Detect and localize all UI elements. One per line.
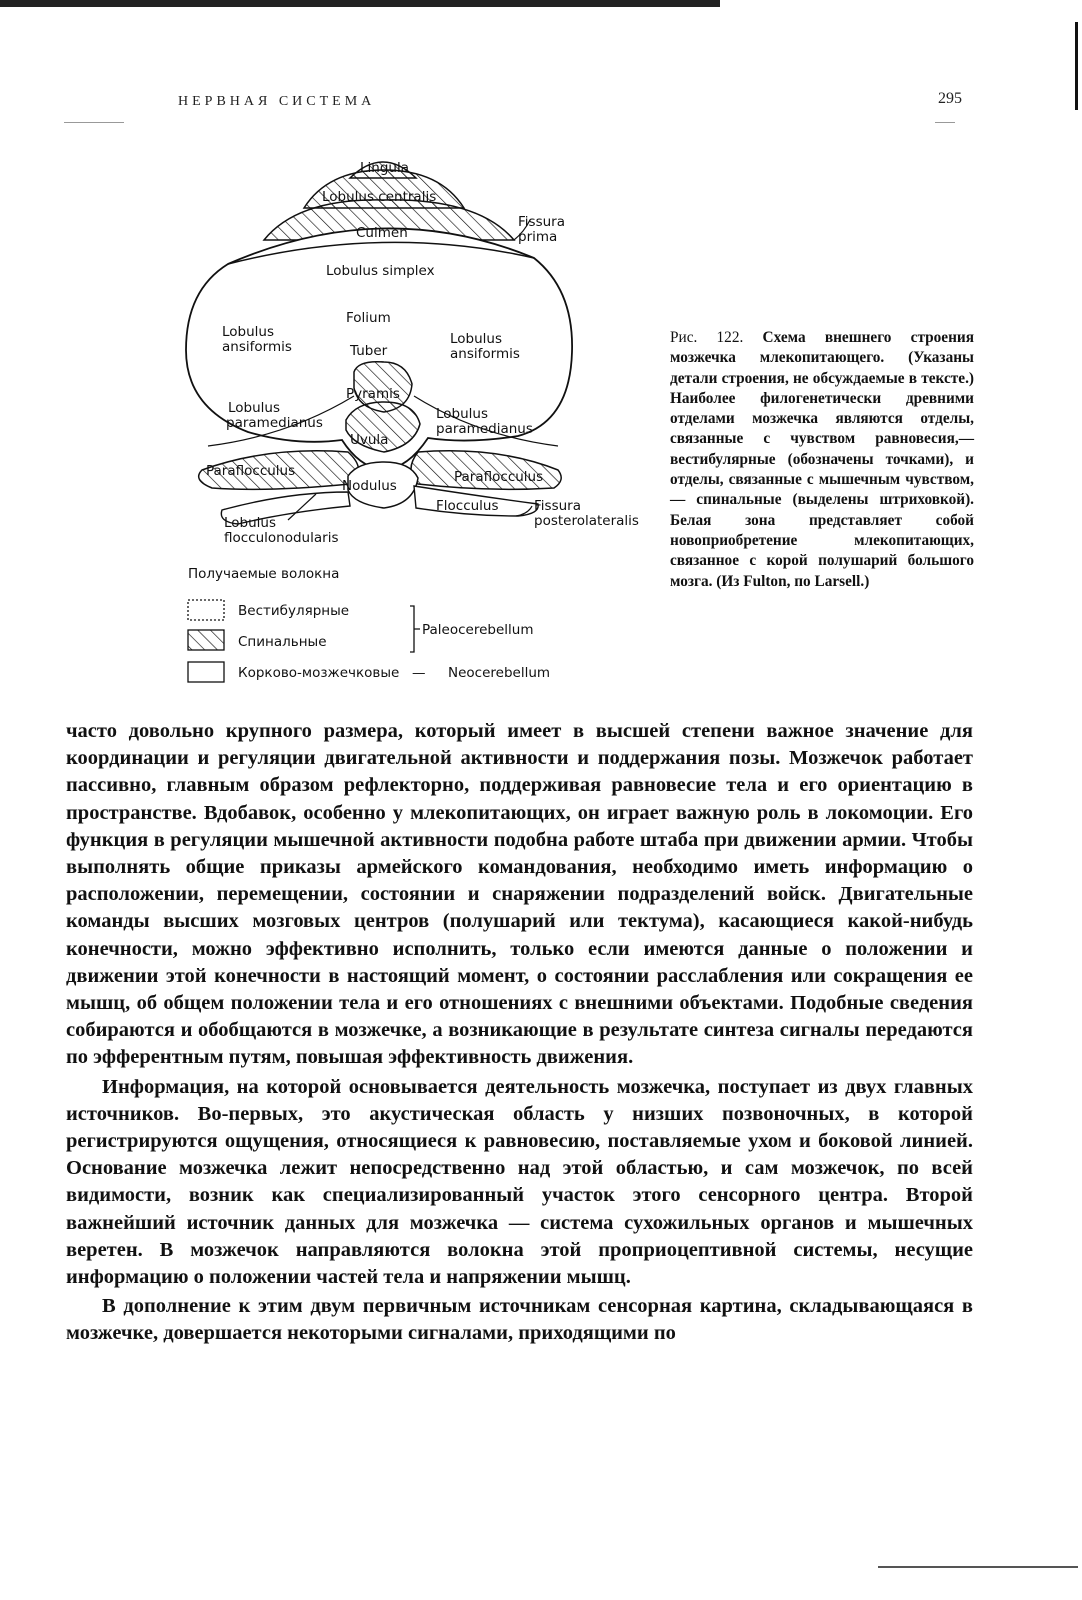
label-paraflocculus-left: Paraflocculus: [206, 463, 296, 479]
legend-swatch-spinal: [188, 630, 224, 650]
page-number: 295: [938, 90, 962, 107]
right-edge-mark: [1075, 22, 1078, 110]
legend-vestibular: Вестибулярные: [238, 603, 350, 619]
label-paramedianus-right-2: paramedianus: [436, 421, 533, 437]
label-ansiformis-left-1: Lobulus: [222, 324, 275, 340]
label-flocculonodularis-2: flocculonodularis: [224, 530, 339, 546]
label-tuber: Tuber: [350, 343, 388, 359]
label-lobulus-centralis: Lobulus centralis: [322, 189, 437, 205]
label-paramedianus-left-1: Lobulus: [228, 400, 281, 416]
legend-title: Получаемые волокна: [188, 566, 340, 582]
header-rule-left: [64, 122, 124, 123]
legend-cortical: Корково-мозжечковые: [238, 665, 400, 681]
cerebellum-diagram: [178, 140, 658, 685]
paragraph-1: часто довольно крупного размера, который имеет в высшей степени важное значение для координации и регуляции двигательной активности и поддержания позы. Мозжечок работает пассивно, главным образом рефлекторно, поддерживая равновесие тела и его ориентацию в пространстве. Вдобавок, особенно у млекопитающих, он играет важную роль в локомоции. Его функция в регуляции мышечной активности подобна работе штаба при движении армии. Чтобы выполнять общие приказы армейского командования, необходимо иметь информацию о расположении, перемещении, состоянии и снаряжении подразделений войск. Двигательные команды высших мозговых центров (полушарий или тектума), касающиеся какой-нибудь конечности, можно эффективно исполнить, только если имеются данные о положении и движении этой конечности в настоящий момент, о состоянии расслабления или сокращения ее мышц, об общем положении тела и его отношениях с внешними объектами. Подобные сведения собираются и обобщаются в мозжечке, а возникающие в результате синтеза сигналы передаются по эфферентным путям, повышая эффективность движения.: [66, 720, 973, 1069]
label-ansiformis-right-2: ansiformis: [450, 346, 520, 362]
legend-swatch-vestibular: [188, 600, 224, 620]
body-text: [66, 718, 973, 1348]
label-folium: Folium: [346, 310, 391, 326]
label-flocculonodularis-1: Lobulus: [224, 515, 277, 531]
header-rule-right: [935, 122, 955, 123]
label-nodulus: Nodulus: [342, 478, 397, 494]
label-fissura-post-1: Fissura: [534, 498, 581, 514]
label-paramedianus-right-1: Lobulus: [436, 406, 489, 422]
top-border-line: [0, 0, 720, 7]
label-lobulus-simplex: Lobulus simplex: [326, 263, 435, 279]
label-fissura-prima-2: prima: [518, 229, 558, 245]
legend-brace: [410, 606, 420, 652]
running-title: НЕРВНАЯ СИСТЕМА: [178, 94, 376, 109]
label-fissura-post-2: posterolateralis: [534, 513, 639, 529]
legend-neocerebellum: Neocerebellum: [448, 665, 551, 681]
label-ansiformis-left-2: ansiformis: [222, 339, 292, 355]
label-uvula: Uvula: [350, 432, 389, 448]
caption-text: Схема внешнего строения мозжечка млекопитающего. (Указаны детали строения, не обсуждаемые в тексте.) Наиболее филогенетически древними отделами мозжечка являются отделы, связанные с чувством равновесия,— вестибулярные (обозначены точками), и отделы, связанные с мышечным чувством,— спинальные (выделены штриховкой). Белая зона представляет собой новоприобретение млекопитающих, связанное с корой полушарий большого мозга. (Из Fulton, по Larsell.): [670, 329, 975, 590]
label-culmen: Culmen: [356, 225, 408, 241]
legend-paleocerebellum: Paleocerebellum: [422, 622, 534, 638]
label-lingula: Lingula: [360, 160, 409, 176]
legend-swatch-cortical: [188, 662, 224, 682]
paragraph-2: Информация, на которой основывается деятельность мозжечка, поступает из двух главных источников. Во-первых, это акустическая область у низших позвоночных, в которой регистрируются ощущения, относящиеся к равновесию, поставляемые ухом и боковой линией. Основание мозжечка лежит непосредственно над этой областью, и сам мозжечок, по всей видимости, возник как специализированный участок этого сенсорного центра. Второй важнейший источник данных для мозжечка — система сухожильных органов и мышечных веретен. В мозжечок направляются волокна этой проприоцептивной системы, несущие информацию о положении частей тела и напряжении мышц.: [66, 1075, 973, 1289]
bottom-edge-line: [878, 1566, 1078, 1568]
label-paramedianus-left-2: paramedianus: [226, 415, 323, 431]
legend-spinal: Спинальные: [238, 634, 327, 650]
label-ansiformis-right-1: Lobulus: [450, 331, 503, 347]
label-fissura-prima-1: Fissura: [518, 214, 565, 230]
label-paraflocculus-right: Paraflocculus: [454, 469, 544, 485]
legend-dash: —: [412, 665, 426, 681]
label-pyramis: Pyramis: [346, 386, 400, 402]
figure-caption: [670, 328, 974, 592]
paragraph-3: В дополнение к этим двум первичным источникам сенсорная картина, складывающаяся в мозжечке, довершается некоторыми сигналами, приходящими по: [66, 1295, 973, 1345]
caption-lead: Рис. 122.: [670, 329, 744, 346]
label-flocculus: Flocculus: [436, 498, 499, 514]
